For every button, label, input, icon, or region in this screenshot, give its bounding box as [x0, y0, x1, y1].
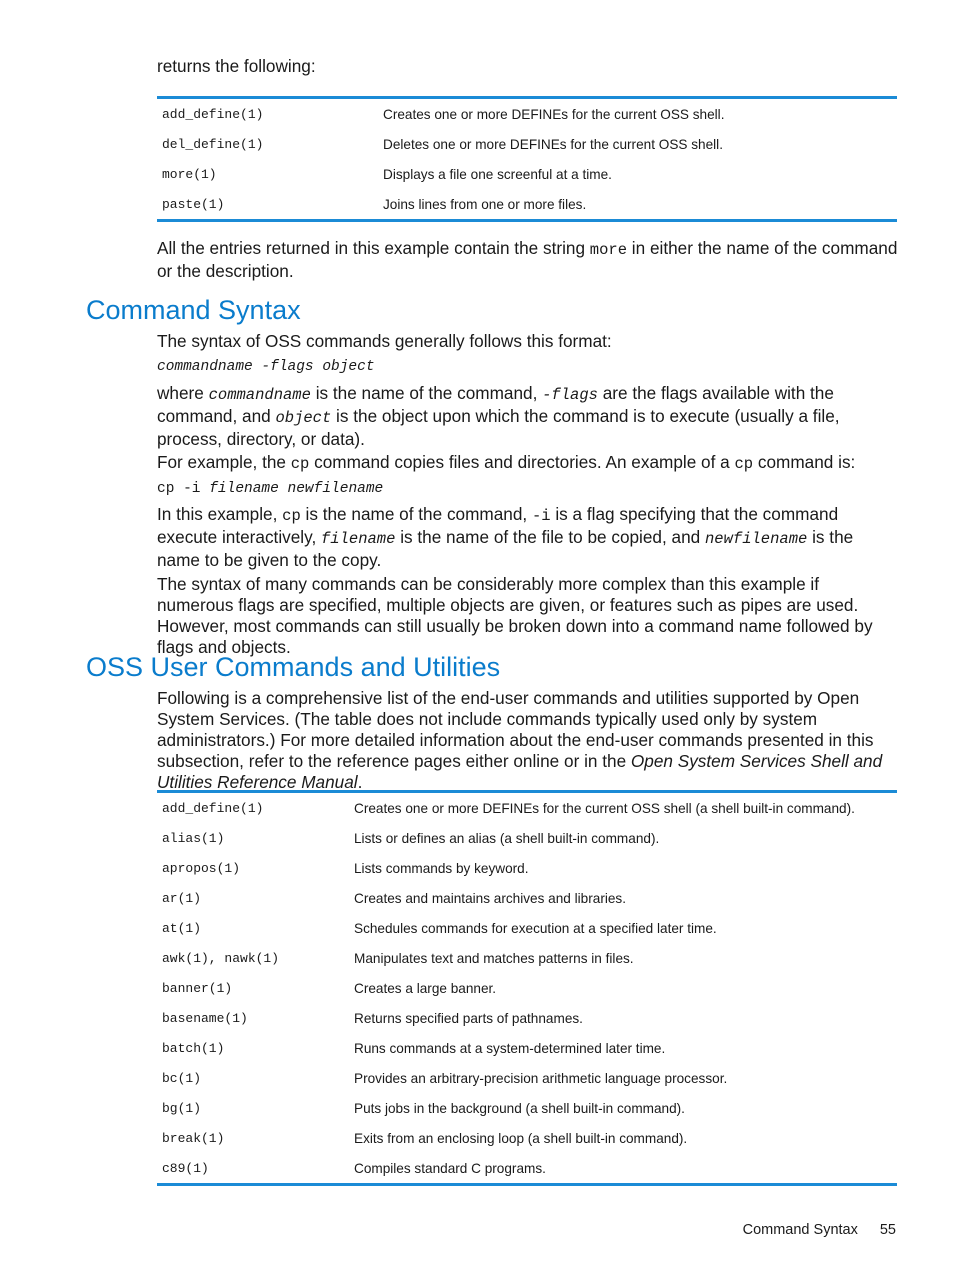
description-cell: Joins lines from one or more files.: [383, 196, 587, 212]
table-row: [157, 943, 897, 973]
table-row: [157, 853, 897, 883]
description-cell: Creates one or more DEFINEs for the current OSS shell (a shell built-in command).: [354, 800, 855, 816]
syntax-explanation: [157, 383, 899, 450]
text-run: All the entries returned in this example contain the string: [157, 238, 590, 258]
page-footer: [721, 1222, 896, 1238]
entries-paragraph: [157, 238, 899, 282]
inline-code: cp: [290, 455, 310, 473]
syntax-format-line: commandname -flags object: [157, 359, 375, 375]
cp-example-explanation: [157, 504, 899, 571]
text-run: is a flag specifying that the command execute interactively,: [157, 504, 839, 547]
command-cell: banner(1): [162, 980, 233, 996]
description-cell: Manipulates text and matches patterns in files.: [354, 950, 634, 966]
text-run: Following is a comprehensive list of the end-user commands and utilities supported by Open System Services. (The table does not include commands typically used only by system administrators.) For more detailed information about the end-user commands presented in this subsection, refer to the reference pages either online or in the: [157, 688, 874, 771]
command-cell: batch(1): [162, 1040, 225, 1056]
user-commands-intro: [157, 688, 899, 793]
inline-code: cp: [282, 507, 301, 525]
table-row: [157, 792, 897, 824]
table-row: [157, 883, 897, 913]
description-cell: Returns specified parts of pathnames.: [354, 1010, 583, 1026]
command-cell: c89(1): [162, 1160, 209, 1176]
description-cell: Schedules commands for execution at a specified later time.: [354, 920, 717, 936]
table-row: [157, 1063, 897, 1093]
table-row: [157, 973, 897, 1003]
text-run: where: [157, 383, 209, 403]
page-number: 55: [879, 1222, 896, 1238]
description-cell: Puts jobs in the background (a shell built-in command).: [354, 1100, 685, 1116]
user-commands-table: [157, 790, 897, 1186]
text-run: .: [357, 772, 363, 792]
example-args: filename newfilename: [209, 481, 384, 497]
command-cell: del_define(1): [162, 136, 264, 152]
section-heading-oss-user-commands: OSS User Commands and Utilities: [86, 652, 501, 682]
description-cell: Compiles standard C programs.: [354, 1160, 546, 1176]
manual-title: Open System Services Shell and Utilities Reference Manual: [157, 751, 883, 792]
description-cell: Deletes one or more DEFINEs for the current OSS shell.: [383, 136, 723, 152]
command-cell: paste(1): [162, 196, 225, 212]
command-cell: bc(1): [162, 1070, 202, 1086]
cp-example-line: [157, 481, 383, 497]
text-run: For example, the: [157, 452, 291, 472]
table-row: [157, 98, 897, 130]
description-cell: Creates one or more DEFINEs for the current OSS shell.: [383, 106, 725, 122]
inline-code: newfilename: [705, 530, 808, 548]
table-row: [157, 189, 897, 221]
table-row: [157, 1153, 897, 1185]
text-run: is the name of the command,: [300, 504, 532, 524]
command-cell: at(1): [162, 920, 202, 936]
command-cell: alias(1): [162, 830, 225, 846]
command-cell: awk(1), nawk(1): [162, 950, 280, 966]
command-cell: add_define(1): [162, 106, 264, 122]
inline-code: commandname: [208, 386, 311, 404]
description-cell: Creates and maintains archives and libraries.: [354, 890, 627, 906]
command-cell: add_define(1): [162, 800, 264, 816]
table-row: [157, 1093, 897, 1123]
description-cell: Creates a large banner.: [354, 980, 497, 996]
inline-code: object: [275, 409, 332, 427]
description-cell: Lists or defines an alias (a shell built-in command).: [354, 830, 660, 846]
description-cell: Runs commands at a system-determined later time.: [354, 1040, 666, 1056]
cp-example-intro: [157, 452, 899, 475]
table-row: [157, 823, 897, 853]
description-cell: Displays a file one screenful at a time.: [383, 166, 612, 182]
table-row: [157, 159, 897, 189]
command-cell: ar(1): [162, 890, 202, 906]
table-row: [157, 1033, 897, 1063]
complexity-paragraph: The syntax of many commands can be considerably more complex than this example if numerous flags are specified, multiple objects are given, or features such as pipes are used. However, most commands can still usually be broken down into a command name followed by flags and objects.: [157, 574, 873, 657]
text-run: is the name of the file to be copied, and: [395, 527, 705, 547]
section-heading-command-syntax: Command Syntax: [86, 295, 301, 325]
intro-text: returns the following:: [157, 56, 316, 76]
text-run: are the flags available with the command, and: [157, 383, 834, 426]
table-row: [157, 913, 897, 943]
text-run: is the name to be given to the copy.: [157, 527, 854, 570]
syntax-intro: The syntax of OSS commands generally follows this format:: [157, 331, 612, 351]
command-cell: bg(1): [162, 1100, 202, 1116]
text-run: in either the name of the command or the description.: [157, 238, 898, 281]
table-row: [157, 129, 897, 159]
example-command: cp -i: [157, 481, 201, 497]
inline-code: -i: [531, 507, 551, 525]
text-run: is the name of the command,: [310, 383, 543, 403]
command-cell: more(1): [162, 166, 217, 182]
table-row: [157, 1123, 897, 1153]
description-cell: Provides an arbitrary-precision arithmetic language processor.: [354, 1070, 728, 1086]
text-run: command copies files and directories. An example of a: [309, 452, 735, 472]
description-cell: Lists commands by keyword.: [354, 860, 529, 876]
command-cell: basename(1): [162, 1010, 248, 1026]
text-run: command is:: [753, 452, 856, 472]
footer-section-title: Command Syntax: [742, 1222, 858, 1238]
inline-code: more: [589, 241, 628, 259]
table-row: [157, 1003, 897, 1033]
inline-code: filename: [321, 530, 396, 548]
text-run: is the object upon which the command is to execute (usually a file, process, directory, or data).: [157, 406, 840, 449]
inline-code: -flags: [542, 386, 598, 404]
text-run: In this example,: [157, 504, 283, 524]
command-cell: break(1): [162, 1130, 225, 1146]
description-cell: Exits from an enclosing loop (a shell built-in command).: [354, 1130, 688, 1146]
inline-code: cp: [734, 455, 754, 473]
command-cell: apropos(1): [162, 860, 241, 876]
more-results-table: [157, 96, 897, 222]
